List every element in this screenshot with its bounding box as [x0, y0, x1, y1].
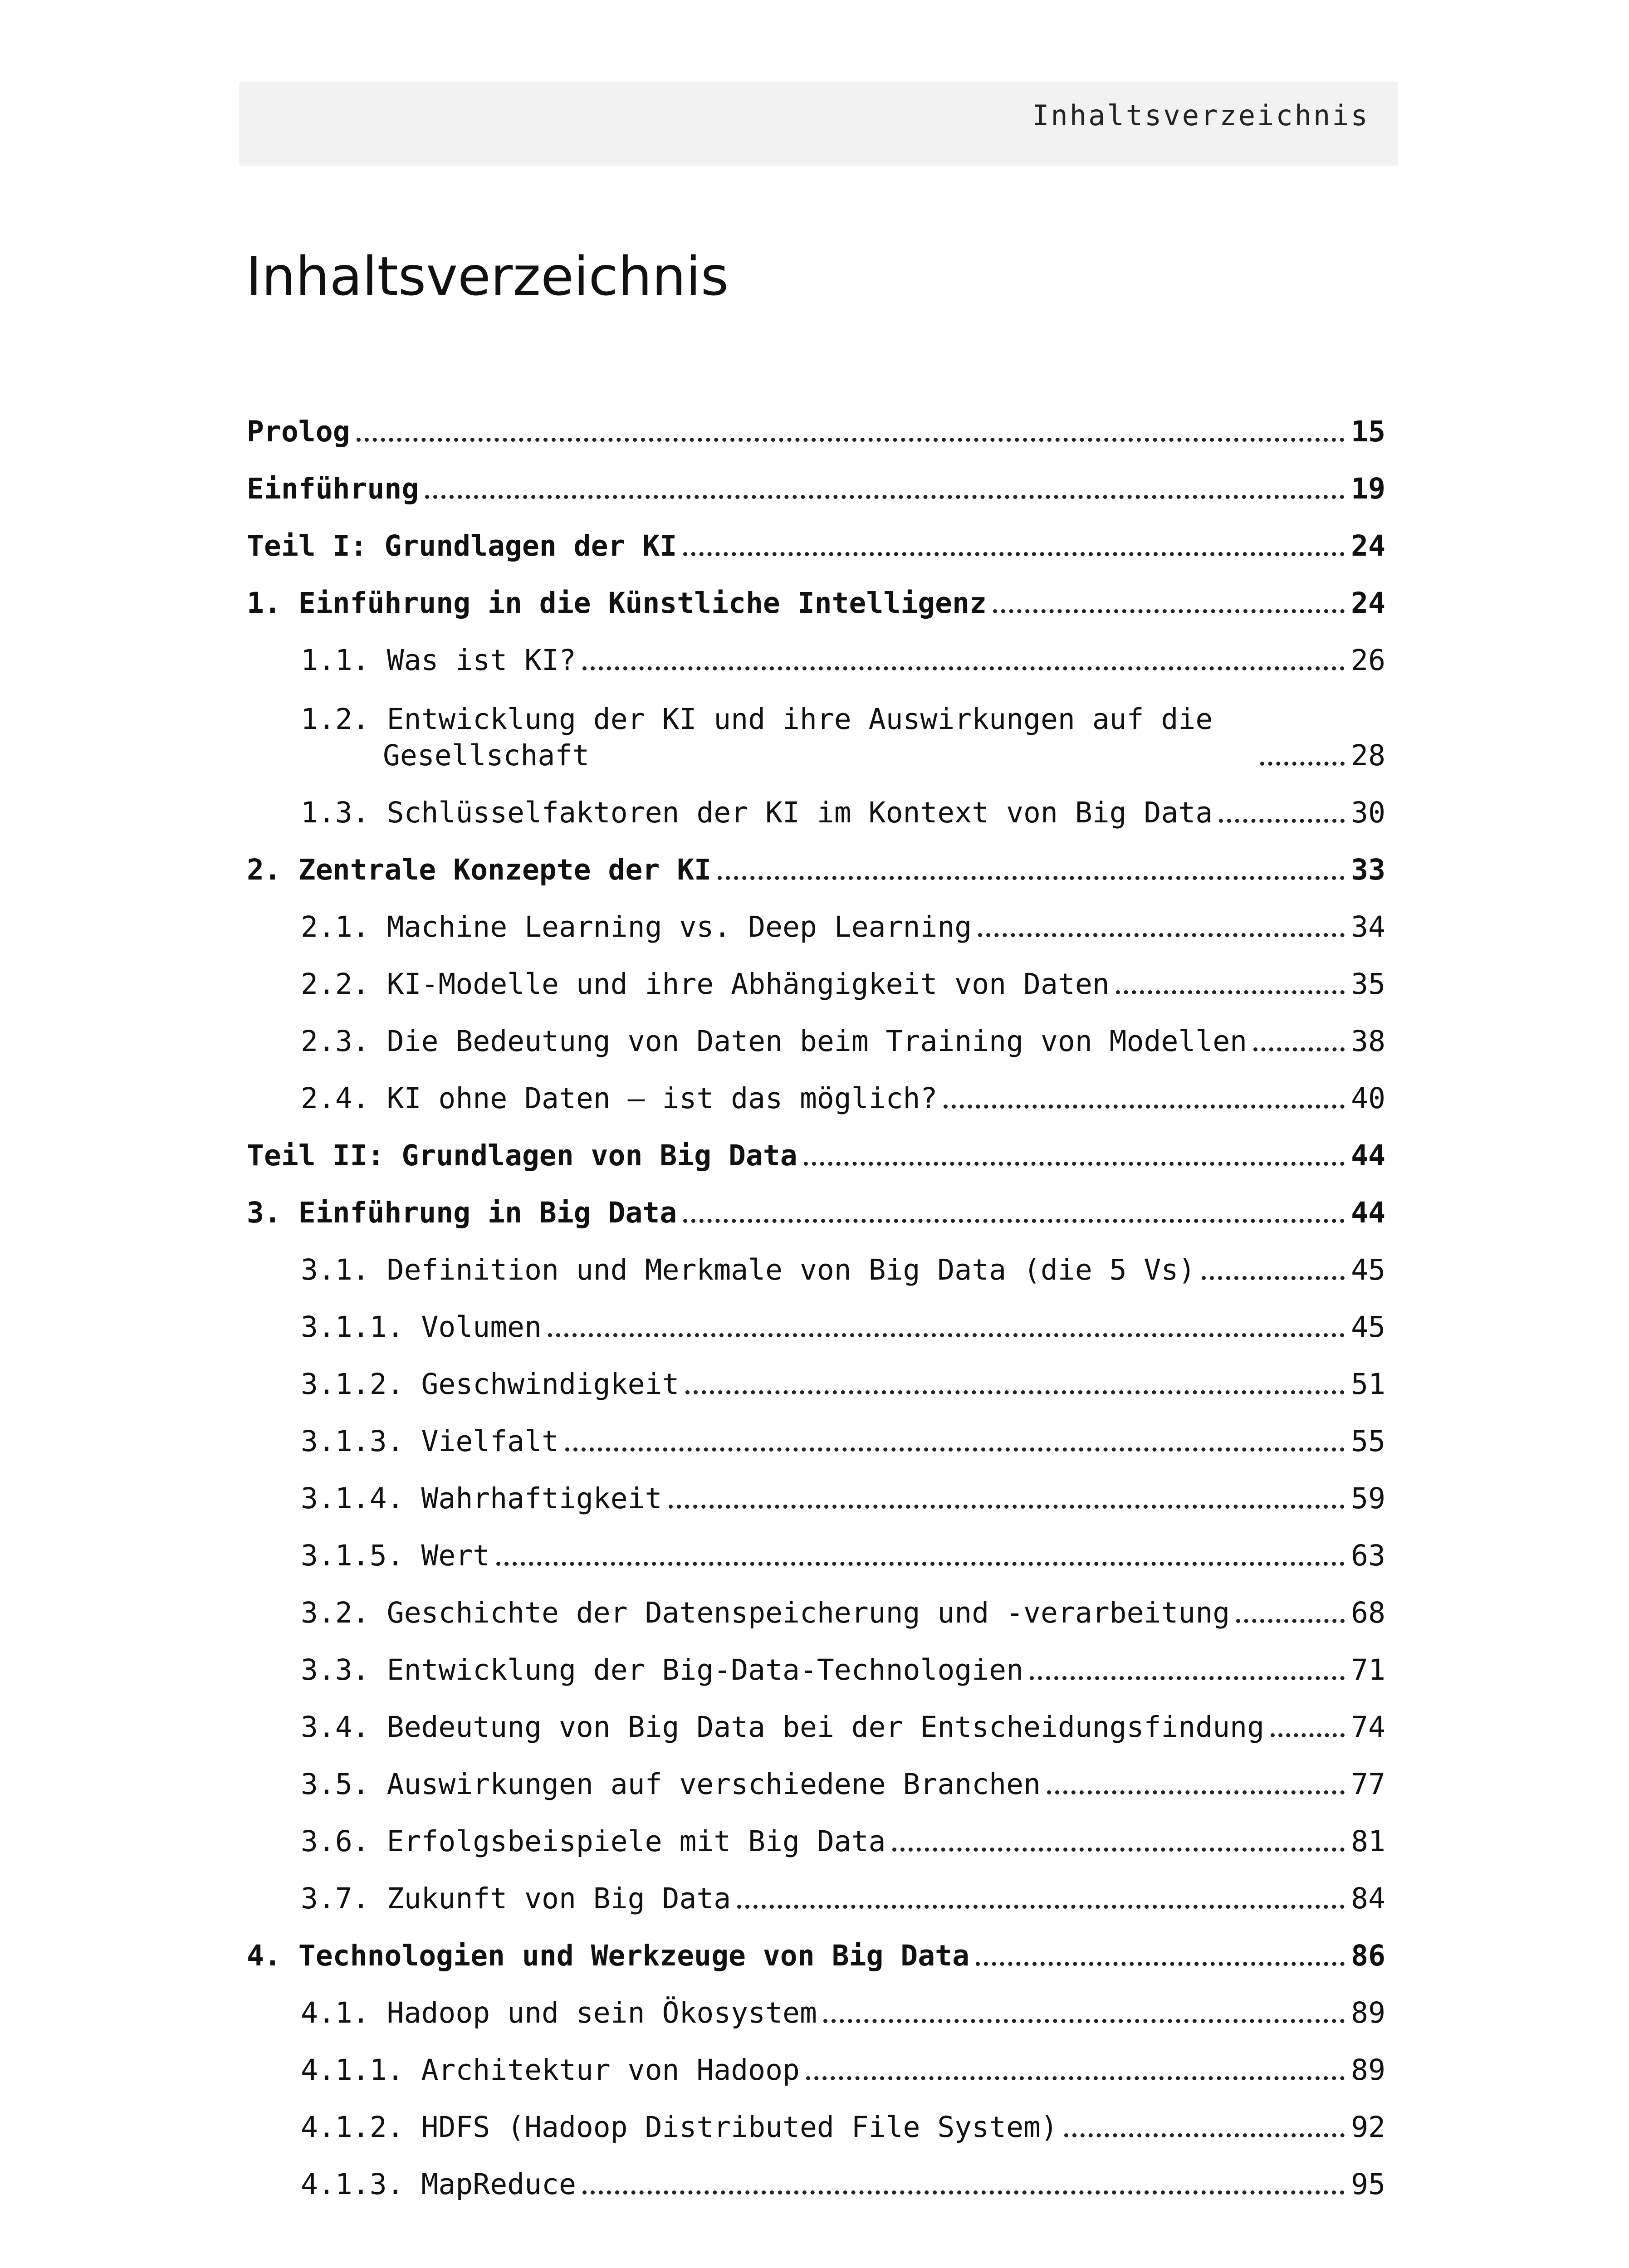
toc-entry-title: 3.1.1. Volumen — [301, 1310, 542, 1344]
toc-entry-page-number: 45 — [1351, 1310, 1385, 1344]
toc-entry-page-number: 35 — [1351, 968, 1385, 1001]
toc-entry[interactable] — [247, 1631, 1385, 1688]
toc-entry[interactable] — [247, 2088, 1385, 2146]
toc-entry[interactable] — [247, 1917, 1385, 1974]
toc-entry[interactable] — [247, 945, 1385, 1002]
toc-entry-title: Teil I: Grundlagen der KI — [247, 529, 677, 562]
toc-entry-title: 4. Technologien und Werkzeuge von Big Data — [247, 1939, 970, 1972]
table-of-contents — [247, 393, 1385, 2203]
toc-entry-title: Teil II: Grundlagen von Big Data — [247, 1139, 797, 1172]
toc-entry-page-number: 86 — [1351, 1939, 1385, 1972]
toc-entry[interactable] — [247, 1745, 1385, 1803]
toc-entry-page-number: 55 — [1351, 1425, 1385, 1458]
toc-entry[interactable] — [247, 1688, 1385, 1745]
toc-entry-page-number: 44 — [1351, 1139, 1385, 1172]
toc-entry[interactable] — [247, 1460, 1385, 1517]
toc-entry-title: 4.1. Hadoop und sein Ökosystem — [301, 1996, 817, 2029]
toc-entry-page-number: 33 — [1351, 853, 1385, 886]
toc-entry[interactable] — [247, 774, 1385, 831]
toc-entry-page-number: 71 — [1351, 1653, 1385, 1686]
toc-dot-leader — [1064, 2133, 1345, 2137]
toc-entry[interactable] — [247, 1117, 1385, 1174]
toc-dot-leader — [1271, 1733, 1345, 1737]
toc-entry-title: 3.1.5. Wert — [301, 1539, 490, 1572]
toc-dot-leader — [993, 609, 1345, 613]
toc-entry-title: 2.1. Machine Learning vs. Deep Learning — [301, 910, 972, 943]
toc-dot-leader — [548, 1333, 1345, 1337]
toc-entry-title: 3.5. Auswirkungen auf verschiedene Branchen — [301, 1768, 1041, 1801]
toc-entry-title: 3.4. Bedeutung von Big Data bei der Entscheidungsfindung — [301, 1711, 1265, 1744]
toc-entry-page-number: 74 — [1351, 1711, 1385, 1744]
toc-entry-title: 2.3. Die Bedeutung von Daten beim Training von Modellen — [301, 1025, 1247, 1058]
toc-entry-page-number: 19 — [1351, 472, 1385, 505]
toc-entry-title: 3.2. Geschichte der Datenspeicherung und -verarbeitung — [301, 1596, 1230, 1629]
toc-entry-page-number: 24 — [1351, 587, 1385, 620]
toc-entry[interactable] — [247, 2031, 1385, 2088]
toc-dot-leader — [683, 1219, 1345, 1223]
toc-entry-page-number: 34 — [1351, 910, 1385, 943]
toc-entry-title: 3.7. Zukunft von Big Data — [301, 1882, 731, 1915]
toc-entry-title: 2.4. KI ohne Daten – ist das möglich? — [301, 1082, 938, 1115]
toc-entry-title: 1. Einführung in die Künstliche Intelligenz — [247, 587, 987, 620]
toc-entry[interactable] — [247, 1060, 1385, 1117]
toc-entry-title: 3.6. Erfolgsbeispiele mit Big Data — [301, 1825, 886, 1858]
toc-dot-leader — [425, 495, 1345, 499]
toc-dot-leader — [1260, 762, 1345, 766]
toc-entry-page-number: 63 — [1351, 1539, 1385, 1572]
toc-dot-leader — [978, 933, 1345, 937]
toc-entry-title: 1.1. Was ist KI? — [301, 644, 576, 677]
toc-entry-page-number: 89 — [1351, 2053, 1385, 2087]
toc-dot-leader — [1236, 1619, 1345, 1623]
toc-entry-page-number: 77 — [1351, 1768, 1385, 1801]
toc-dot-leader — [976, 1962, 1345, 1966]
toc-dot-leader — [565, 1447, 1345, 1452]
toc-entry-page-number: 44 — [1351, 1196, 1385, 1229]
toc-dot-leader — [1202, 1276, 1345, 1280]
toc-entry[interactable] — [247, 1974, 1385, 2031]
toc-entry-page-number: 15 — [1351, 415, 1385, 448]
toc-entry-page-number: 30 — [1351, 796, 1385, 829]
toc-entry-page-number: 81 — [1351, 1825, 1385, 1858]
toc-entry[interactable] — [247, 1002, 1385, 1060]
toc-entry-page-number: 40 — [1351, 1082, 1385, 1115]
toc-entry[interactable] — [247, 450, 1385, 507]
toc-entry-title: 4.1.1. Architektur von Hadoop — [301, 2053, 800, 2087]
toc-entry-title: 1.3. Schlüsselfaktoren der KI im Kontext von Big Data — [301, 796, 1213, 829]
toc-dot-leader — [737, 1905, 1345, 1909]
toc-dot-leader — [582, 2190, 1345, 2195]
toc-entry[interactable] — [247, 1231, 1385, 1288]
toc-entry-page-number: 84 — [1351, 1882, 1385, 1915]
toc-entry[interactable] — [247, 1174, 1385, 1231]
toc-entry-page-number: 24 — [1351, 529, 1385, 562]
toc-dot-leader — [804, 1162, 1345, 1166]
toc-dot-leader — [806, 2076, 1345, 2080]
running-header-title: Inhaltsverzeichnis — [1032, 99, 1370, 132]
toc-entry[interactable] — [247, 2146, 1385, 2203]
toc-entry-page-number: 95 — [1351, 2168, 1385, 2201]
toc-entry[interactable] — [247, 831, 1385, 888]
toc-entry-title: Prolog — [247, 415, 350, 448]
toc-dot-leader — [683, 552, 1345, 556]
toc-entry[interactable] — [247, 1574, 1385, 1631]
toc-entry-title: 3.1.3. Vielfalt — [301, 1425, 559, 1458]
running-header — [239, 82, 1398, 166]
toc-entry-page-number: 92 — [1351, 2111, 1385, 2144]
toc-entry-title: 2. Zentrale Konzepte der KI — [247, 853, 712, 886]
toc-entry-title: 3.1.2. Geschwindigkeit — [301, 1368, 680, 1401]
toc-entry[interactable] — [247, 1517, 1385, 1574]
toc-dot-leader — [357, 438, 1345, 442]
toc-entry-title: 4.1.2. HDFS (Hadoop Distributed File System) — [301, 2111, 1058, 2144]
toc-entry[interactable] — [247, 1288, 1385, 1345]
toc-entry-title: 4.1.3. MapReduce — [301, 2168, 576, 2201]
toc-entry-page-number: 38 — [1351, 1025, 1385, 1058]
toc-entry[interactable] — [247, 1403, 1385, 1460]
toc-dot-leader — [718, 876, 1345, 880]
toc-entry-title: 3.3. Entwicklung der Big-Data-Technologien — [301, 1653, 1024, 1686]
toc-dot-leader — [1030, 1676, 1345, 1680]
toc-dot-leader — [669, 1505, 1345, 1509]
toc-dot-leader — [944, 1105, 1345, 1109]
toc-entry[interactable] — [247, 564, 1385, 621]
toc-entry[interactable] — [247, 888, 1385, 945]
toc-entry-title: 3.1. Definition und Merkmale von Big Data (die 5 Vs) — [301, 1253, 1196, 1286]
toc-dot-leader — [823, 2019, 1345, 2023]
toc-entry-page-number: 89 — [1351, 1996, 1385, 2029]
toc-entry[interactable] — [247, 1345, 1385, 1403]
toc-entry[interactable] — [247, 679, 1385, 774]
toc-entry-title: 2.2. KI-Modelle und ihre Abhängigkeit von Daten — [301, 968, 1110, 1001]
toc-dot-leader — [496, 1562, 1345, 1566]
toc-entry[interactable] — [247, 621, 1385, 679]
toc-entry[interactable] — [247, 1860, 1385, 1917]
toc-entry-page-number: 68 — [1351, 1596, 1385, 1629]
toc-entry-title: 1.2. Entwicklung der KI und ihre Auswirkungen auf die Gesellschaft — [301, 703, 1230, 772]
toc-dot-leader — [1253, 1047, 1345, 1051]
toc-dot-leader — [582, 666, 1345, 670]
toc-dot-leader — [1116, 990, 1345, 994]
toc-entry-page-number: 28 — [1351, 739, 1385, 772]
page-title: Inhaltsverzeichnis — [246, 245, 729, 308]
toc-entry[interactable] — [247, 393, 1385, 450]
toc-entry-title: Einführung — [247, 472, 419, 505]
toc-dot-leader — [892, 1848, 1345, 1852]
toc-dot-leader — [1219, 819, 1345, 823]
toc-entry-page-number: 45 — [1351, 1253, 1385, 1286]
toc-dot-leader — [685, 1390, 1345, 1394]
toc-entry-page-number: 59 — [1351, 1482, 1385, 1515]
toc-entry-page-number: 51 — [1351, 1368, 1385, 1401]
toc-dot-leader — [1047, 1790, 1345, 1794]
toc-entry[interactable] — [247, 507, 1385, 564]
toc-entry-title: 3. Einführung in Big Data — [247, 1196, 677, 1229]
toc-entry-title: 3.1.4. Wahrhaftigkeit — [301, 1482, 662, 1515]
toc-entry-page-number: 26 — [1351, 644, 1385, 677]
toc-entry[interactable] — [247, 1803, 1385, 1860]
